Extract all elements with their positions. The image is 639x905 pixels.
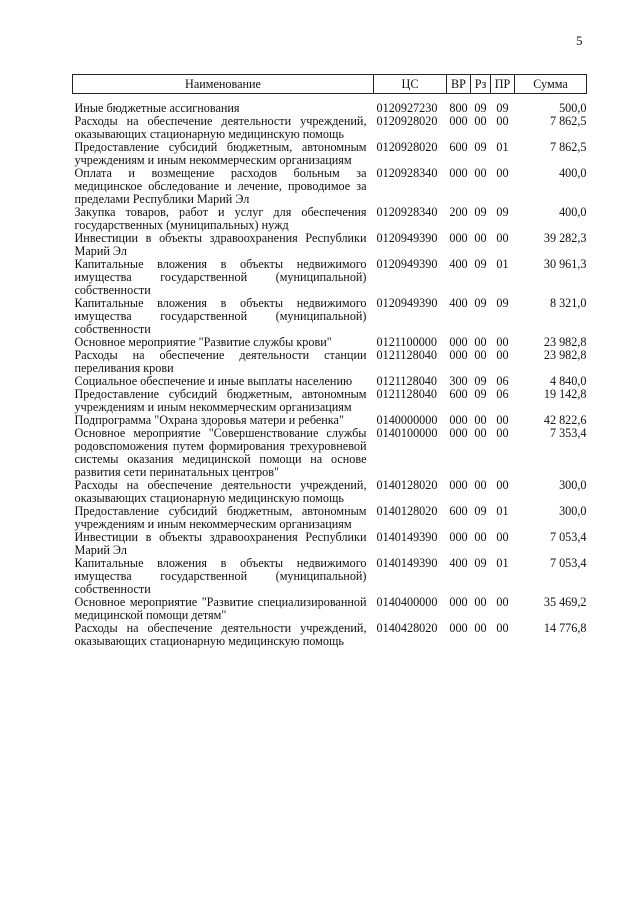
row-rz-code: 09 [474, 556, 487, 570]
row-cs-code: 0140128020 [376, 504, 438, 518]
row-vr-code: 400 [449, 556, 468, 570]
header-name: Наименование [73, 75, 374, 94]
table-row [73, 167, 587, 206]
header-cs: ЦС [374, 75, 447, 94]
row-pr-code: 09 [496, 296, 509, 310]
row-cs-code: 0120949390 [376, 257, 438, 271]
row-vr-code: 400 [449, 257, 468, 271]
row-rz-code: 09 [474, 101, 487, 115]
row-pr-code: 00 [496, 413, 509, 427]
table-row [73, 622, 587, 648]
row-vr-code: 800 [449, 101, 468, 115]
row-pr-code: 00 [496, 595, 509, 609]
row-cs-code: 0121128040 [376, 387, 437, 401]
row-cs-code: 0120928340 [376, 205, 438, 219]
row-cs-code: 0140100000 [376, 426, 438, 440]
table-body [73, 94, 587, 649]
row-sum: 7 053,4 [549, 530, 587, 544]
row-vr-code: 000 [449, 114, 468, 128]
row-name: Расходы на обеспечение деятельности станции переливания крови [74, 348, 367, 375]
table-row [73, 505, 587, 531]
row-name: Закупка товаров, работ и услуг для обеспечения государственных (муниципальных) нужд [74, 205, 367, 232]
row-cs-code: 0121100000 [376, 335, 437, 349]
row-rz-code: 00 [474, 166, 487, 180]
budget-table [72, 74, 587, 648]
row-sum: 23 982,8 [543, 335, 587, 349]
row-sum: 14 776,8 [543, 621, 587, 635]
row-rz-code: 00 [474, 426, 487, 440]
row-name: Капитальные вложения в объекты недвижимого имущества государственной (муниципальной) собственности [74, 257, 367, 297]
row-vr-code: 000 [449, 231, 468, 245]
row-name: Основное мероприятие "Совершенствование службы родовспоможения путем формирования трехуровневой системы оказания медицинской помощи на основе развития сети перинатальных центров" [74, 426, 367, 479]
row-name: Капитальные вложения в объекты недвижимого имущества государственной (муниципальной) собственности [74, 556, 367, 596]
table-row [73, 206, 587, 232]
table-row [73, 141, 587, 167]
row-vr-code: 000 [449, 335, 468, 349]
row-cs-code: 0140128020 [376, 478, 438, 492]
row-vr-code: 000 [449, 530, 468, 544]
header-vr: ВР [447, 75, 471, 94]
row-cs-code: 0140000000 [376, 413, 438, 427]
row-name: Предоставление субсидий бюджетным, автономным учреждениям и иным некоммерческим организациям [74, 504, 367, 531]
row-pr-code: 06 [496, 387, 509, 401]
row-rz-code: 09 [474, 296, 487, 310]
row-rz-code: 00 [474, 621, 487, 635]
table-row [73, 115, 587, 141]
row-pr-code: 00 [496, 114, 509, 128]
row-sum: 400,0 [559, 205, 587, 219]
row-vr-code: 600 [449, 387, 468, 401]
row-name: Инвестиции в объекты здравоохранения Республики Марий Эл [74, 530, 367, 557]
row-name: Предоставление субсидий бюджетным, автономным учреждениям и иным некоммерческим организациям [74, 140, 367, 167]
header-row [73, 75, 587, 94]
row-rz-code: 09 [474, 504, 487, 518]
row-sum: 39 282,3 [543, 231, 587, 245]
row-cs-code: 0120928340 [376, 166, 438, 180]
row-cs-code: 0120928020 [376, 114, 438, 128]
table-row [73, 531, 587, 557]
row-rz-code: 00 [474, 478, 487, 492]
row-rz-code: 00 [474, 413, 487, 427]
row-pr-code: 00 [496, 231, 509, 245]
row-pr-code: 01 [496, 504, 509, 518]
row-sum: 7 353,4 [549, 426, 587, 440]
table-row [73, 349, 587, 375]
row-cs-code: 0121128040 [376, 374, 437, 388]
row-vr-code: 000 [449, 595, 468, 609]
row-rz-code: 00 [474, 595, 487, 609]
row-vr-code: 400 [449, 296, 468, 310]
row-sum: 42 822,6 [543, 413, 587, 427]
row-rz-code: 00 [474, 114, 487, 128]
table-row [73, 479, 587, 505]
row-name: Основное мероприятие "Развитие службы крови" [74, 335, 332, 349]
row-name: Социальное обеспечение и иные выплаты населению [74, 374, 353, 388]
row-name: Расходы на обеспечение деятельности учреждений, оказывающих стационарную медицинскую помощь [74, 114, 367, 141]
row-cs-code: 0120927230 [376, 101, 438, 115]
row-pr-code: 00 [496, 530, 509, 544]
table-row [73, 557, 587, 596]
table-row [73, 94, 587, 116]
row-vr-code: 000 [449, 348, 468, 362]
row-sum: 7 053,4 [549, 556, 587, 570]
row-sum: 30 961,3 [543, 257, 587, 271]
row-sum: 19 142,8 [543, 387, 587, 401]
table-row [73, 596, 587, 622]
header-sum: Сумма [515, 75, 587, 94]
row-cs-code: 0121128040 [376, 348, 437, 362]
row-sum: 300,0 [559, 478, 587, 492]
row-vr-code: 300 [449, 374, 468, 388]
row-sum: 400,0 [559, 166, 587, 180]
row-vr-code: 200 [449, 205, 468, 219]
row-name: Капитальные вложения в объекты недвижимого имущества государственной (муниципальной) собственности [74, 296, 367, 336]
row-rz-code: 09 [474, 387, 487, 401]
row-cs-code: 0120928020 [376, 140, 438, 154]
table-row [73, 427, 587, 479]
row-cs-code: 0140428020 [376, 621, 438, 635]
row-pr-code: 09 [496, 205, 509, 219]
row-rz-code: 00 [474, 530, 487, 544]
row-sum: 23 982,8 [543, 348, 587, 362]
row-vr-code: 000 [449, 426, 468, 440]
row-cs-code: 0140400000 [376, 595, 438, 609]
row-pr-code: 01 [496, 556, 509, 570]
row-rz-code: 09 [474, 374, 487, 388]
table-row [73, 232, 587, 258]
page-number: 5 [576, 33, 583, 48]
row-cs-code: 0120949390 [376, 296, 438, 310]
row-vr-code: 000 [449, 166, 468, 180]
table-header [73, 75, 587, 94]
row-sum: 7 862,5 [549, 140, 587, 154]
row-pr-code: 00 [496, 335, 509, 349]
row-sum: 500,0 [559, 101, 587, 115]
header-rz: Рз [471, 75, 491, 94]
row-sum: 8 321,0 [549, 296, 587, 310]
row-name: Предоставление субсидий бюджетным, автономным учреждениям и иным некоммерческим организациям [74, 387, 367, 414]
row-pr-code: 00 [496, 166, 509, 180]
row-rz-code: 09 [474, 140, 487, 154]
row-sum: 4 840,0 [549, 374, 587, 388]
row-sum: 7 862,5 [549, 114, 587, 128]
row-vr-code: 600 [449, 140, 468, 154]
row-name: Расходы на обеспечение деятельности учреждений, оказывающих стационарную медицинскую помощь [74, 478, 367, 505]
row-name: Расходы на обеспечение деятельности учреждений, оказывающих стационарную медицинскую помощь [74, 621, 367, 648]
row-name: Иные бюджетные ассигнования [74, 101, 240, 115]
row-cs-code: 0140149390 [376, 556, 438, 570]
table-row [73, 258, 587, 297]
row-pr-code: 09 [496, 101, 509, 115]
row-sum: 300,0 [559, 504, 587, 518]
row-rz-code: 00 [474, 335, 487, 349]
header-pr: ПР [491, 75, 515, 94]
row-pr-code: 00 [496, 426, 509, 440]
row-vr-code: 000 [449, 478, 468, 492]
row-vr-code: 600 [449, 504, 468, 518]
table-row [73, 297, 587, 336]
row-pr-code: 00 [496, 621, 509, 635]
row-pr-code: 01 [496, 257, 509, 271]
row-name: Инвестиции в объекты здравоохранения Республики Марий Эл [74, 231, 367, 258]
row-name: Оплата и возмещение расходов больным за медицинское обследование и лечение, проводимое за пределами Республики Марий Эл [74, 166, 367, 206]
row-rz-code: 00 [474, 348, 487, 362]
row-name: Подпрограмма "Охрана здоровья матери и ребенка" [74, 413, 344, 427]
row-rz-code: 09 [474, 257, 487, 271]
row-sum: 35 469,2 [543, 595, 587, 609]
row-pr-code: 01 [496, 140, 509, 154]
row-cs-code: 0140149390 [376, 530, 438, 544]
row-pr-code: 06 [496, 374, 509, 388]
row-rz-code: 09 [474, 205, 487, 219]
row-rz-code: 00 [474, 231, 487, 245]
row-pr-code: 00 [496, 348, 509, 362]
row-name: Основное мероприятие "Развитие специализированной медицинской помощи детям" [74, 595, 367, 622]
row-vr-code: 000 [449, 413, 468, 427]
row-vr-code: 000 [449, 621, 468, 635]
row-cs-code: 0120949390 [376, 231, 438, 245]
table-row [73, 388, 587, 414]
row-pr-code: 00 [496, 478, 509, 492]
